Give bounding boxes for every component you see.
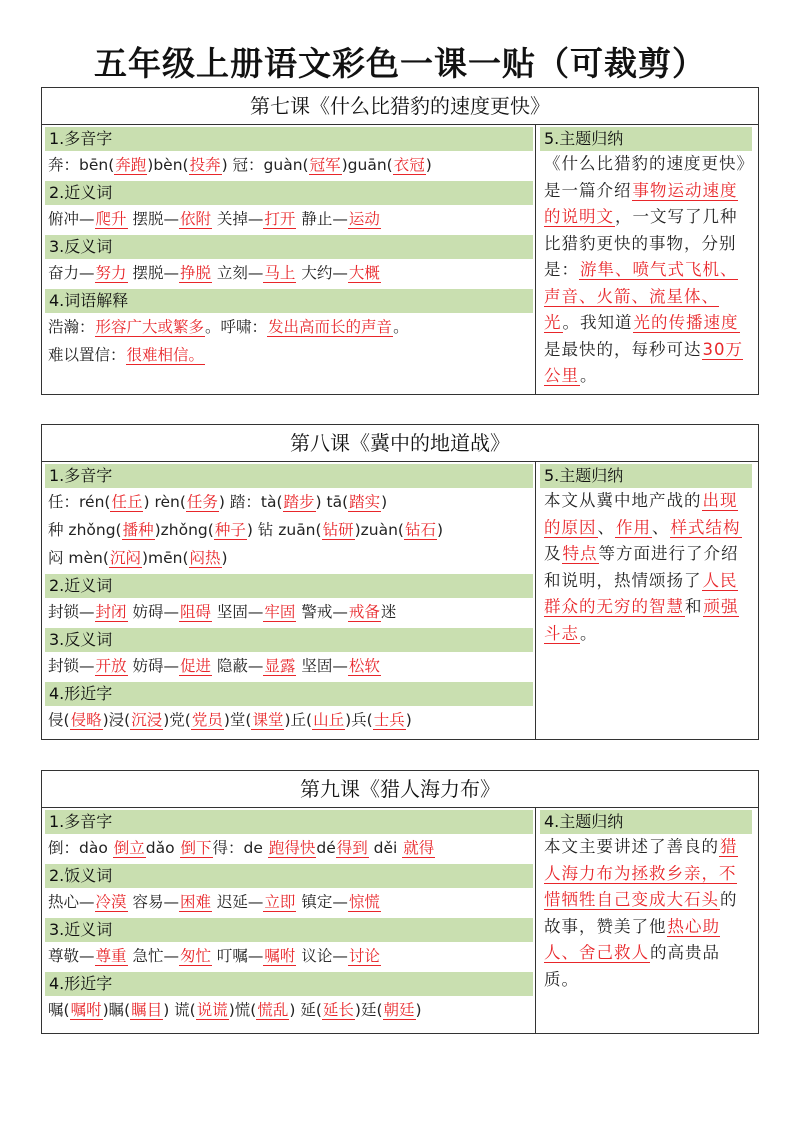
summary-text [538, 834, 754, 993]
lesson-card-9 [41, 770, 759, 1034]
prompt-text: děi [368, 839, 403, 857]
theme-summary-panel [536, 125, 758, 394]
prompt-text: )guān( [341, 156, 393, 174]
answer-text: 牢固 [264, 603, 296, 621]
prompt-text: 本文主要讲述了善良的 [544, 837, 719, 856]
prompt-text: 热心— [48, 893, 95, 911]
prompt-text: 、 [597, 517, 615, 537]
section-heading: 4.形近字 [45, 682, 533, 706]
answer-text: 很难相信。 [126, 346, 205, 364]
entry-row [42, 516, 535, 544]
answer-text: 踏实 [349, 493, 381, 511]
prompt-text: 得：de [212, 839, 268, 857]
answer-text: 顽强斗志 [544, 597, 739, 643]
entry-row [42, 151, 535, 179]
summary-text [538, 488, 754, 647]
answer-text: 热心助人、舍己救人 [544, 916, 720, 962]
prompt-text: 坚固— [211, 603, 264, 621]
prompt-text: 迷 [380, 603, 397, 621]
answer-text: 封闭 [95, 603, 127, 621]
answer-text: 延长 [322, 1001, 354, 1019]
prompt-text: 嘱( [48, 1001, 70, 1019]
section-heading: 3.反义词 [45, 235, 533, 259]
section-heading: 5.主题归纳 [540, 127, 752, 151]
answer-text: 嘱咐 [264, 947, 296, 965]
answer-text: 努力 [95, 264, 127, 282]
answer-text: 党员 [191, 711, 223, 729]
prompt-text: 关掉— [211, 210, 264, 228]
prompt-text: 俯冲— [48, 210, 95, 228]
prompt-text: 静止— [296, 210, 348, 228]
answer-text: 衣冠 [393, 156, 425, 174]
section-heading: 3.近义词 [45, 918, 533, 942]
answer-text: 种子 [214, 521, 246, 539]
answer-text: 惊慌 [348, 893, 380, 911]
entry-row [42, 996, 535, 1024]
prompt-text: 封锁— [48, 603, 95, 621]
prompt-text: ) 踏：tà( [218, 493, 283, 511]
answer-text: 阻碍 [179, 603, 211, 621]
prompt-text: ) 谎( [163, 1001, 196, 1019]
prompt-text: 奋力— [48, 264, 95, 282]
answer-text: 山丘 [313, 711, 345, 729]
entry-row [42, 652, 535, 680]
prompt-text: 急忙— [127, 947, 179, 965]
answer-text: 依附 [179, 210, 211, 228]
entry-row [42, 888, 535, 916]
prompt-text: ) tā( [315, 493, 349, 511]
answer-text: 形容广大或繁多 [95, 318, 205, 336]
lesson-card-8 [41, 424, 759, 740]
prompt-text: 迟延— [211, 893, 264, 911]
answer-text: 倒下 [180, 839, 212, 857]
prompt-text: 叮嘱— [211, 947, 264, 965]
answer-text: 钻石 [404, 521, 436, 539]
section-heading: 2.近义词 [45, 574, 533, 598]
prompt-text: 奔：bēn( [48, 156, 115, 174]
prompt-text: )慌( [228, 1001, 257, 1019]
answer-text: 就得 [403, 839, 435, 857]
section-heading: 1.多音字 [45, 127, 533, 151]
prompt-text: 封锁— [48, 657, 95, 675]
lesson-left-panel [42, 125, 536, 394]
entry-row [42, 259, 535, 287]
prompt-text: )堂( [223, 711, 252, 729]
entry-row [42, 834, 535, 862]
answer-text: 开放 [95, 657, 127, 675]
answer-text: 显露 [264, 657, 296, 675]
prompt-text: ) [221, 549, 228, 567]
answer-text: 运动 [348, 210, 380, 228]
prompt-text: )bèn( [147, 156, 189, 174]
prompt-text: 。 [580, 623, 598, 643]
prompt-text: 警戒— [296, 603, 348, 621]
lesson-left-panel [42, 808, 536, 1033]
prompt-text: 镇定— [296, 893, 348, 911]
prompt-text: 难以置信： [48, 346, 126, 364]
answer-text: 倒立 [113, 839, 145, 857]
answer-text: 任务 [186, 493, 218, 511]
prompt-text: 妨碍— [127, 603, 179, 621]
prompt-text: 。呼啸： [205, 318, 268, 336]
answer-text: 人民群众的无穷的智慧 [544, 570, 738, 616]
theme-summary-panel [536, 462, 758, 739]
prompt-text: 是最快的，每秒可达 [544, 339, 702, 359]
section-heading: 1.多音字 [45, 464, 533, 488]
prompt-text: 、 [652, 517, 670, 537]
prompt-text: 妨碍— [127, 657, 179, 675]
answer-text: 尊重 [95, 947, 127, 965]
answer-text: 朝廷 [383, 1001, 415, 1019]
section-heading: 4.形近字 [45, 972, 533, 996]
answer-text: 事物运动速度的说明文 [544, 180, 738, 226]
prompt-text: ) [425, 156, 432, 174]
entry-row [42, 313, 535, 341]
summary-text [538, 151, 754, 390]
prompt-text: 摆脱— [127, 210, 179, 228]
answer-text: 打开 [264, 210, 296, 228]
prompt-text: dé [316, 839, 336, 857]
prompt-text: 立刻— [211, 264, 264, 282]
answer-text: 作用 [616, 517, 651, 537]
prompt-text: dǎo [145, 839, 180, 857]
entry-row [42, 205, 535, 233]
answer-text: 钻研 [322, 521, 354, 539]
prompt-text: 倒：dào [48, 839, 113, 857]
prompt-text: )zhǒng( [154, 521, 214, 539]
answer-text: 说谎 [196, 1001, 228, 1019]
answer-text: 大概 [348, 264, 380, 282]
answer-text: 特点 [562, 544, 598, 563]
answer-text: 瞩目 [131, 1001, 163, 1019]
answer-text: 闷热 [189, 549, 221, 567]
answer-text: 播种 [122, 521, 154, 539]
prompt-text: 议论— [296, 947, 348, 965]
answer-text: 跑得快 [268, 839, 316, 857]
prompt-text: 坚固— [296, 657, 348, 675]
prompt-text: ) [405, 711, 412, 729]
answer-text: 爬升 [95, 210, 127, 228]
answer-text: 匆忙 [179, 947, 211, 965]
prompt-text: 及 [544, 544, 562, 563]
prompt-text: ) [381, 493, 388, 511]
prompt-text: 。 [393, 318, 409, 336]
answer-text: 慌乱 [257, 1001, 289, 1019]
lesson-title: 第七课《什么比猎豹的速度更快》 [42, 88, 758, 125]
answer-text: 得到 [336, 839, 368, 857]
answer-text: 冷漠 [95, 893, 127, 911]
page-title: 五年级上册语文彩色一课一贴（可裁剪） [94, 44, 706, 83]
answer-text: 光的传播速度 [633, 313, 739, 332]
section-heading: 2.近义词 [45, 181, 533, 205]
prompt-text: 本文从冀中地产战的 [544, 491, 702, 510]
answer-text: 投奔 [189, 156, 221, 174]
prompt-text: 摆脱— [127, 264, 179, 282]
prompt-text: )mēn( [141, 549, 189, 567]
entry-row [42, 544, 535, 572]
prompt-text: )瞩( [102, 1001, 131, 1019]
prompt-text: )廷( [354, 1001, 383, 1019]
prompt-text: 侵( [48, 711, 70, 729]
prompt-text: 《什么比猎豹的速度更快》是一篇介绍 [544, 154, 746, 200]
prompt-text: 。我知道 [562, 313, 633, 332]
answer-text: 奔跑 [115, 156, 147, 174]
answer-text: 士兵 [373, 711, 405, 729]
section-heading: 5.主题归纳 [540, 464, 752, 488]
answer-text: 出现的原因 [544, 491, 738, 537]
prompt-text: ) rèn( [143, 493, 186, 511]
prompt-text: )党( [163, 711, 191, 729]
answer-text: 侵略 [70, 711, 102, 729]
prompt-text: )丘( [284, 711, 313, 729]
prompt-text: 。 [580, 366, 598, 385]
prompt-text: ) 延( [289, 1001, 322, 1019]
lesson-left-panel [42, 462, 536, 739]
answer-text: 立即 [264, 893, 296, 911]
prompt-text: 尊敬— [48, 947, 95, 965]
entry-row [42, 706, 535, 734]
answer-text: 任丘 [111, 493, 143, 511]
prompt-text: )浸( [102, 711, 131, 729]
entry-row [42, 598, 535, 626]
prompt-text: 大约— [296, 264, 348, 282]
lesson-card-7 [41, 87, 759, 395]
prompt-text: ) 冠：guàn( [221, 156, 309, 174]
prompt-text: ) [436, 521, 444, 539]
answer-text: 困难 [179, 893, 211, 911]
answer-text: 游隼、喷气式飞机、声音、火箭、流星体、光 [544, 260, 738, 332]
prompt-text: 种 zhǒng( [48, 521, 122, 539]
answer-text: 冠军 [309, 156, 341, 174]
answer-text: 沉闷 [109, 549, 141, 567]
answer-text: 踏步 [283, 493, 315, 511]
prompt-text: 的故事，赞美了他 [544, 890, 738, 936]
answer-text: 发出高而长的声音 [268, 318, 393, 336]
entry-row [42, 341, 535, 369]
lesson-title: 第八课《冀中的地道战》 [42, 425, 758, 462]
answer-text: 戒备 [348, 603, 380, 621]
section-heading: 3.反义词 [45, 628, 533, 652]
prompt-text: ) 钻 zuān( [246, 521, 322, 539]
prompt-text: 的高贵品质。 [544, 943, 720, 989]
answer-text: 猎人海力布为拯救乡亲，不惜牺牲自己变成大石头 [544, 837, 738, 909]
prompt-text: 和 [685, 597, 703, 616]
prompt-text: 任：rén( [48, 493, 111, 511]
section-heading: 2.饭义词 [45, 864, 533, 888]
answer-text: 马上 [264, 264, 296, 282]
answer-text: 沉浸 [131, 711, 163, 729]
prompt-text: 容易— [127, 893, 179, 911]
answer-text: 样式结构 [670, 517, 741, 537]
entry-row [42, 942, 535, 970]
answer-text: 促进 [179, 657, 211, 675]
answer-text: 松软 [348, 657, 380, 675]
prompt-text: ，一文写了几种比猎豹更快的事物，分别是： [544, 207, 738, 279]
section-heading: 4.主题归纳 [540, 810, 752, 834]
answer-text: 嘱咐 [70, 1001, 102, 1019]
section-heading: 4.词语解释 [45, 289, 533, 313]
entry-row [42, 488, 535, 516]
prompt-text: 隐蔽— [211, 657, 264, 675]
answer-text: 30万公里 [544, 339, 743, 385]
section-heading: 1.多音字 [45, 810, 533, 834]
lesson-title: 第九课《猎人海力布》 [42, 771, 758, 808]
prompt-text: )兵( [345, 711, 373, 729]
prompt-text: 闷 mèn( [48, 549, 109, 567]
answer-text: 挣脱 [179, 264, 211, 282]
theme-summary-panel [536, 808, 758, 1033]
prompt-text: 浩瀚： [48, 318, 95, 336]
prompt-text: 等方面进行了介绍和说明，热情颂扬了 [544, 544, 739, 590]
prompt-text: ) [415, 1001, 422, 1019]
answer-text: 课堂 [252, 711, 284, 729]
answer-text: 讨论 [348, 947, 380, 965]
prompt-text: )zuàn( [354, 521, 404, 539]
